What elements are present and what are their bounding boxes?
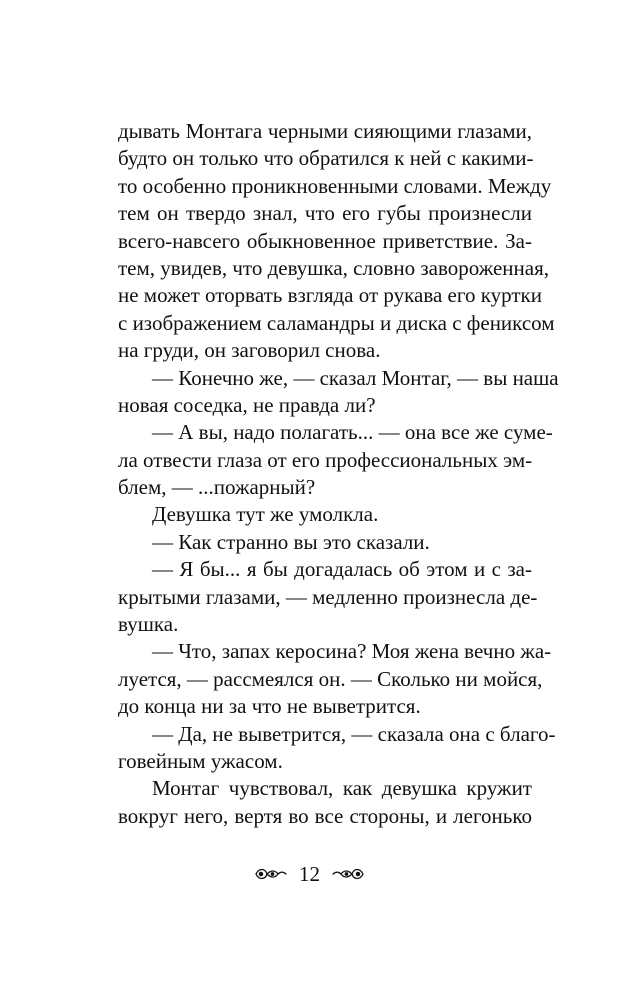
text-line: ла отвести глаза от его профессиональных эм- (118, 447, 533, 472)
text-line: — А вы, надо полагать... — она все же суме- (152, 420, 553, 445)
text-line: то особенно проникновенными словами. Между (118, 173, 552, 198)
body-text (118, 118, 559, 830)
text-line: Девушка тут же умолкла. (152, 502, 379, 527)
text-line: вокруг него, вертя во все стороны, и легонько (118, 803, 532, 828)
text-line: с изображением саламандры и диска с фениксом (118, 310, 555, 335)
text-line: тем он твердо знал, что его губы произнесли (118, 201, 532, 226)
text-line: вушка. (118, 612, 179, 637)
text-line: луется, — рассмеялся он. — Сколько ни мойся, (118, 666, 543, 691)
text-line: — Я бы... я бы догадалась об этом и с за- (152, 557, 532, 582)
text-line: не может оторвать взгляда от рукава его куртки (118, 283, 542, 308)
text-line: будто он только что обратился к ней с какими- (118, 146, 534, 171)
text-line: тем, увидев, что девушка, словно завороженная, (118, 255, 549, 280)
text-line: до конца ни за что не выветрится. (118, 694, 421, 719)
text-line: Монтаг чувствовал, как девушка кружит (152, 776, 532, 801)
page-footer (0, 858, 619, 888)
fleuron-icon (254, 866, 288, 882)
text-line: блем, — ...пожарный? (118, 475, 316, 500)
text-line: на груди, он заговорил снова. (118, 338, 381, 363)
text-line: дывать Монтага черными сияющими глазами, (118, 119, 532, 143)
page-number: 12 (299, 862, 320, 887)
text-line: всего-навсего обыкновенное приветствие. За- (118, 228, 532, 253)
text-line: — Как странно вы это сказали. (152, 529, 430, 554)
text-line: крытыми глазами, — медленно произнесла де- (118, 584, 538, 609)
text-line: — Да, не выветрится, — сказала она с благо- (152, 721, 556, 746)
text-line: говейным ужасом. (118, 748, 283, 773)
fleuron-icon (331, 866, 365, 882)
text-line: новая соседка, не правда ли? (118, 392, 376, 417)
text-line: — Что, запах керосина? Моя жена вечно жа- (152, 639, 552, 664)
text-line: — Конечно же, — сказал Монтаг, — вы наша (152, 365, 559, 390)
